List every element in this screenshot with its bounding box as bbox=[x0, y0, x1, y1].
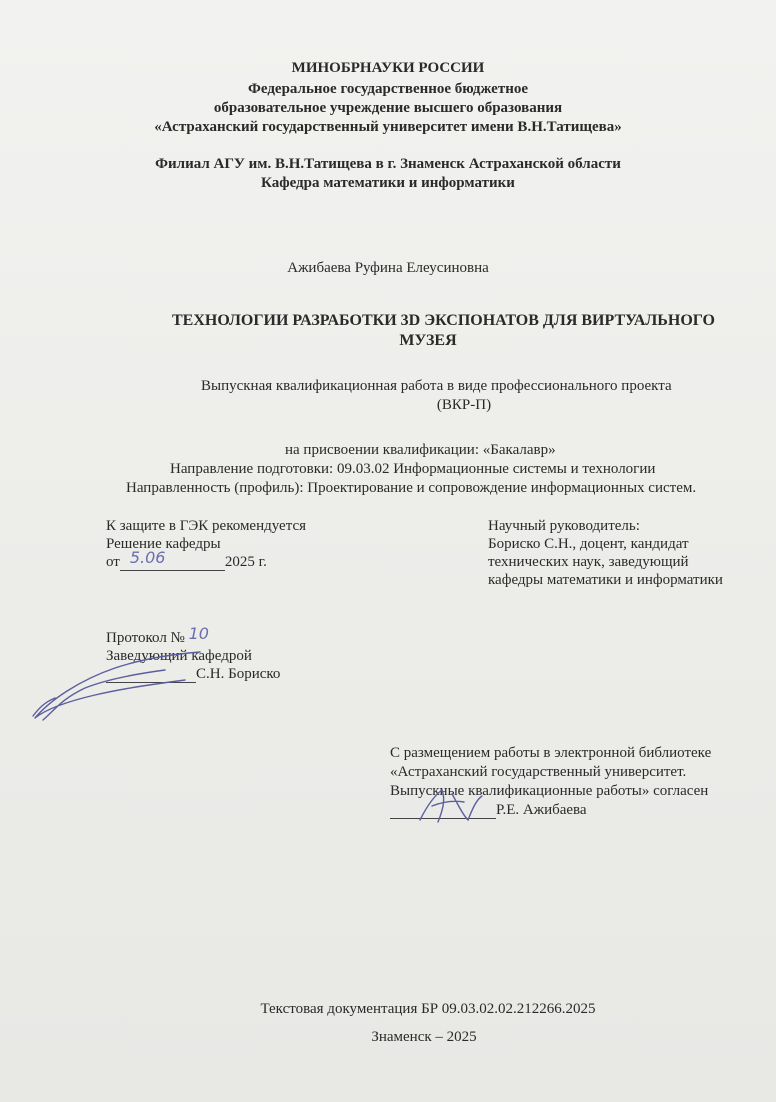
qualification-line: на присвоении квалификации: «Бакалавр» bbox=[285, 442, 556, 458]
decision-date bbox=[106, 548, 267, 571]
defense-recommendation: К защите в ГЭК рекомендуется bbox=[106, 518, 307, 534]
supervisor-position: кафедры математики и информатики bbox=[488, 572, 723, 588]
city-year: Знаменск – 2025 bbox=[371, 1029, 477, 1045]
supervisor-degree: технических наук, заведующий bbox=[488, 554, 689, 570]
supervisor-label: Научный руководитель: bbox=[488, 518, 640, 534]
direction-line: Направление подготовки: 09.03.02 Информационные системы и технологии bbox=[170, 461, 656, 477]
handwritten-date: 5.06 bbox=[129, 548, 166, 567]
thesis-title-line-2: МУЗЕЯ bbox=[399, 332, 457, 349]
consent-line-2: «Астраханский государственный университет. bbox=[390, 764, 687, 780]
supervisor-name: Бориско С.Н., доцент, кандидат bbox=[488, 536, 689, 552]
consent-line-1: С размещением работы в электронной библиотеке bbox=[390, 745, 712, 761]
author-name: Ажибаева Руфина Елеусиновна bbox=[287, 260, 489, 276]
head-of-department-label: Заведующий кафедрой bbox=[106, 648, 252, 664]
student-signature-icon bbox=[412, 780, 492, 830]
document-code: Текстовая документация БР 09.03.02.02.212266.2025 bbox=[260, 1001, 596, 1017]
institution-line-2: Федеральное государственное бюджетное bbox=[247, 81, 529, 97]
profile-line: Направленность (профиль): Проектирование и сопровождение информационных систем. bbox=[126, 480, 697, 496]
handwritten-protocol-number: 10 bbox=[188, 624, 209, 643]
head-of-department-name: С.Н. Бориско bbox=[196, 666, 281, 682]
consent-line-3: Выпускные квалификационные работы» согласен bbox=[390, 783, 709, 799]
protocol-label: Протокол № bbox=[106, 630, 185, 646]
department-decision: Решение кафедры bbox=[106, 536, 221, 552]
institution-line-3: образовательное учреждение высшего образования bbox=[213, 100, 563, 116]
head-signature-icon bbox=[25, 640, 225, 730]
date-year: 2025 г. bbox=[224, 554, 267, 570]
department-line: Кафедра математики и информатики bbox=[261, 175, 515, 191]
date-underline bbox=[120, 548, 225, 571]
branch-line: Филиал АГУ им. В.Н.Татищева в г. Знаменск Астраханской области bbox=[155, 156, 621, 172]
work-type-line-2: (ВКР-П) bbox=[436, 397, 492, 413]
ministry-heading: МИНОБРНАУКИ РОССИИ bbox=[291, 60, 485, 76]
work-type-line-1: Выпускная квалификационная работа в виде профессионального проекта bbox=[201, 378, 672, 394]
thesis-title-line-1: ТЕХНОЛОГИИ РАЗРАБОТКИ 3D ЭКСПОНАТОВ ДЛЯ ВИРТУАЛЬНОГО bbox=[172, 312, 715, 329]
institution-line-4: «Астраханский государственный университет имени В.Н.Татищева» bbox=[154, 119, 622, 135]
student-name: Р.Е. Ажибаева bbox=[496, 802, 587, 818]
date-prefix: от bbox=[106, 554, 120, 570]
